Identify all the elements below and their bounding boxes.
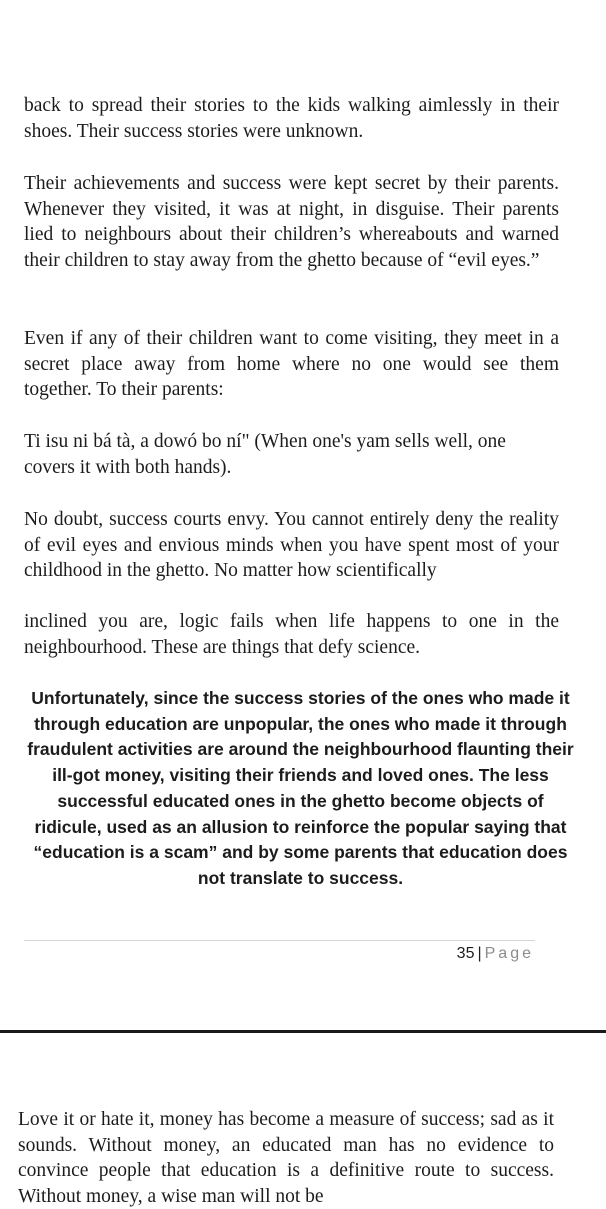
page-label: Page [484, 945, 534, 962]
page-number: 35 [456, 945, 475, 962]
page-number-separator: | [477, 945, 482, 962]
paragraph-logic-fails: inclined you are, logic fails when life happens to one in the neighbourhood. These are things that defy science. [24, 611, 559, 658]
emphasis-paragraph: Unfortunately, since the success stories of the ones who made it through education are unpopular, the ones who made it through fraudulent activities are around the neighbourhood flaunting their ill-got money, visiting their friends and loved ones. The less successful educated ones in the ghetto become objects of ridicule, used as an allusion to reinforce the popular saying that “education is a scam” and by some parents that education does not translate to success. [27, 688, 574, 888]
footer-rule [24, 940, 535, 941]
paragraph-stories-unknown: back to spread their stories to the kids walking aimlessly in their shoes. Their success stories were unknown. [24, 95, 559, 142]
paragraph-money-measure: Love it or hate it, money has become a measure of success; sad as it sounds. Without money, an educated man has no evidence to convince people that education is a definitive route to success. Without money, a wise man will not be [18, 1109, 554, 1207]
paragraph-kept-secret: Their achievements and success were kept secret by their parents. Whenever they visited, it was at night, in disguise. Their parents lied to neighbours about their children’s whereabouts and warned their children to stay away from the ghetto because of “evil eyes.” [24, 173, 559, 271]
page-footer [457, 943, 534, 965]
page-divider [0, 1030, 606, 1033]
paragraph-success-envy: No doubt, success courts envy. You cannot entirely deny the reality of evil eyes and envious minds when you have spent most of your childhood in the ghetto. No matter how scientifically [24, 509, 559, 582]
paragraph-yoruba-proverb: Ti isu ni bá tà, a dowó bo ní" (When one's yam sells well, one covers it with both hands). [24, 431, 506, 478]
paragraph-secret-place: Even if any of their children want to come visiting, they meet in a secret place away from home where no one would see them together. To their parents: [24, 328, 559, 401]
